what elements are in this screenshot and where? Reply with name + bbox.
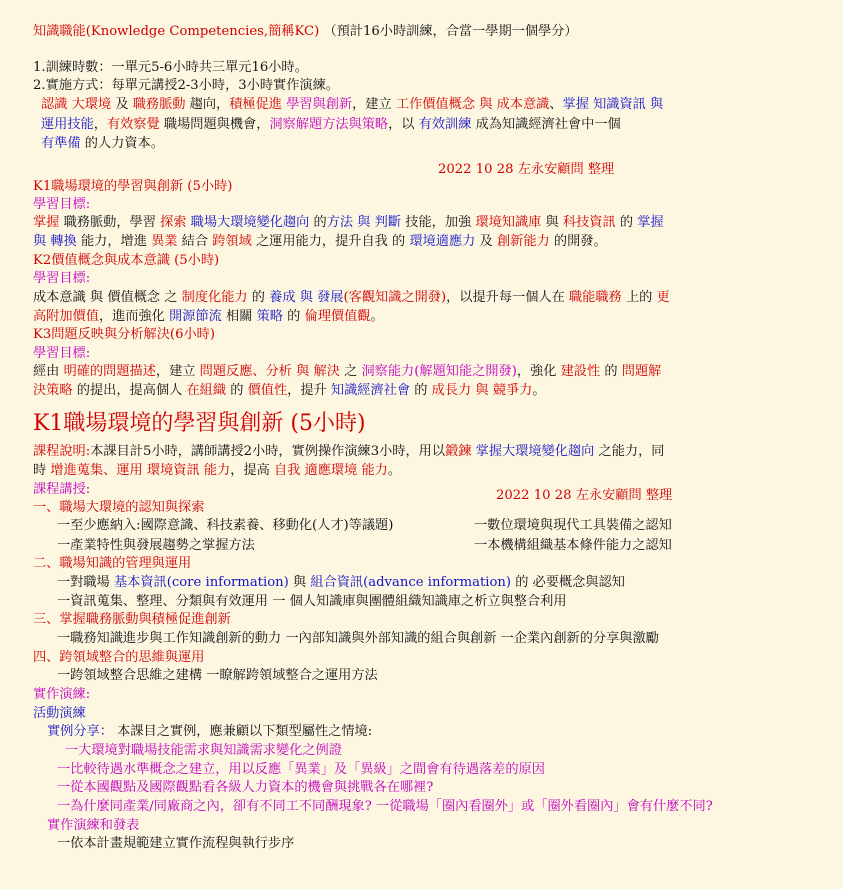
text-segment: 的人力資本。 xyxy=(80,136,164,151)
text-segment: 的 xyxy=(282,309,305,324)
case-intro xyxy=(47,723,372,741)
text-segment: 掌握 xyxy=(33,215,60,230)
text-segment: 經由 xyxy=(33,364,64,379)
text-segment: 實例分享： xyxy=(47,724,113,739)
text-segment: 的 xyxy=(410,383,432,398)
text-segment: 開源節流 xyxy=(169,309,222,324)
topic-4-row-1 xyxy=(57,667,378,685)
text-segment: ，進而強化 xyxy=(98,309,170,324)
text-segment: 與 xyxy=(288,575,311,590)
text-segment: 本課目計5小時，講師講授2小時，實例操作演練3小時，用以 xyxy=(90,444,446,459)
course-label: 課程講授: xyxy=(33,482,91,497)
present-label: 實作演練和發表 xyxy=(47,818,140,833)
intro-line-2 xyxy=(41,116,621,134)
text-segment: 增進蒐集、運用 環境資訊 能力 xyxy=(50,463,231,478)
text-segment: 與 轉換 xyxy=(33,234,77,249)
text-segment: 課程說明: xyxy=(33,444,91,459)
text-segment: 能力，增進 xyxy=(76,234,152,249)
text-segment: 一跨領域整合思維之建構 一瞭解跨領域整合之運用方法 xyxy=(57,668,378,683)
text-segment: 與 xyxy=(541,215,563,230)
text-segment: 問題解 xyxy=(621,364,662,379)
k2-goal-line-1 xyxy=(33,289,670,307)
text-segment: 、 xyxy=(549,97,563,112)
text-segment: 成本意識 與 價值概念 之 xyxy=(33,290,182,305)
text-segment: 職場問題與機會， xyxy=(159,117,270,132)
text-segment: 組合資訊(advance information) xyxy=(310,575,512,590)
text-segment: 成長力 與 競爭力 xyxy=(431,383,533,398)
topic-3-row-1 xyxy=(57,630,659,648)
text-segment: 的提出，提高個人 xyxy=(72,383,187,398)
text-segment: 建設性 xyxy=(560,364,601,379)
text-segment: 。 xyxy=(370,309,384,324)
text-segment: 一比較待遇水準概念之建立，用以反應「異業」及「異級」之間會有待遇落差的原因 xyxy=(57,762,545,777)
signature-2: 2022 10 28 左永安顧問 整理 xyxy=(496,488,673,503)
k2-heading: K2價值概念與成本意識 (5小時) xyxy=(33,253,220,268)
text-segment: ，以提升每一個人在 xyxy=(446,290,569,305)
text-segment: 在組織 xyxy=(186,383,227,398)
text-segment: 之運用能力，提升自我 的 xyxy=(251,234,410,249)
text-segment: 結合 xyxy=(177,234,213,249)
text-segment: 積極促進 xyxy=(229,97,282,112)
k2-goal-label: 學習目標: xyxy=(33,271,91,286)
kc-note: （預計16小時訓練，合當一學期一個學分） xyxy=(323,24,578,39)
text-segment: 科技資訊 xyxy=(562,215,616,230)
text-segment: 異業 xyxy=(151,234,178,249)
text-segment: ，建立 xyxy=(155,364,200,379)
text-segment: 跨領域 xyxy=(212,234,252,249)
present-item: 一依本計畫規範建立實作流程與執行步序 xyxy=(57,836,295,851)
k1-goal-line-1 xyxy=(33,214,664,232)
text-segment: 掌握 知識資訊 與 xyxy=(562,97,664,112)
text-segment: 環境適應力 xyxy=(409,234,476,249)
text-segment: 技能，加強 xyxy=(401,215,476,230)
text-segment: 有準備 xyxy=(41,136,81,151)
text-segment: 。 xyxy=(387,463,402,478)
text-segment: 及 xyxy=(111,97,133,112)
text-segment: ，建立 xyxy=(352,97,396,112)
text-segment: 鍛鍊 xyxy=(445,444,472,459)
text-segment: 有效訓練 xyxy=(418,117,472,132)
case-item-4 xyxy=(57,798,713,816)
topic-3-title: 三、掌握職務脈動與積極促進創新 xyxy=(33,612,231,627)
text-segment: 運用技能 xyxy=(41,117,94,132)
text-segment: 學習與創新 xyxy=(286,97,353,112)
text-segment: ， xyxy=(93,117,107,132)
text-segment: 的 xyxy=(247,290,270,305)
training-hours: 1.訓練時數：一單元5-6小時共三單元16小時。 xyxy=(33,60,308,75)
text-segment: 倫理價值觀 xyxy=(304,309,371,324)
text-segment: 的 xyxy=(615,215,638,230)
k3-goal-line-2 xyxy=(33,382,546,400)
topic-2-row-1 xyxy=(57,574,625,592)
text-segment: 之能力，同 xyxy=(594,444,665,459)
text-segment: 明確的問題描述 xyxy=(63,364,156,379)
text-segment: 知識經濟社會 xyxy=(330,383,411,398)
text-segment: 及 xyxy=(475,234,497,249)
topic-1-row-1 xyxy=(57,517,393,535)
k3-heading: K3問題反映與分析解決(6小時) xyxy=(33,327,215,342)
topic-1-row-2 xyxy=(57,537,255,555)
text-segment: 之 xyxy=(339,364,362,379)
text-segment: 方法 與 判斷 xyxy=(326,215,402,230)
text-segment: 洞察解題方法與策略 xyxy=(269,117,389,132)
text-segment: 高附加價值 xyxy=(33,309,99,324)
text-segment: 掌握 xyxy=(637,215,664,230)
text-segment: 職務脈動，學習 xyxy=(59,215,161,230)
course-desc-line-1 xyxy=(33,443,664,461)
text-segment: 的 xyxy=(309,215,327,230)
text-segment: 環境知識庫 xyxy=(475,215,542,230)
text-segment: ，以 xyxy=(388,117,419,132)
text-segment: ，強化 xyxy=(516,364,561,379)
text-segment: 一對職場 xyxy=(57,575,114,590)
k3-goal-label: 學習目標: xyxy=(33,346,91,361)
text-segment: (客觀知識之開發) xyxy=(343,290,447,305)
k1-goal-label: 學習目標: xyxy=(33,197,91,212)
text-segment: 本課目之實例，應兼顧以下類型屬性之情境: xyxy=(112,724,373,739)
case-item-2 xyxy=(57,761,545,779)
text-segment: 洞察能力(解題知能之開發) xyxy=(361,364,517,379)
case-item-1 xyxy=(65,742,342,760)
text-segment: 有效察覺 xyxy=(106,117,160,132)
text-segment: 決策略 xyxy=(33,383,73,398)
text-segment: 創新能力 xyxy=(496,234,550,249)
practice-label: 實作演練: xyxy=(33,687,91,702)
text-segment: 的 必要概念與認知 xyxy=(511,575,625,590)
text-segment: 相關 xyxy=(221,309,257,324)
k1-heading: K1職場環境的學習與創新 (5小時) xyxy=(33,179,233,194)
text-segment: 價值性 xyxy=(247,383,288,398)
text-segment: 職能職務 xyxy=(569,290,622,305)
text-segment: 一產業特性與發展趨勢之掌握方法 xyxy=(57,538,255,553)
intro-line-1 xyxy=(41,96,663,114)
text-segment: 成為知識經濟社會中一個 xyxy=(471,117,621,132)
topic-1-title: 一、職場大環境的認知與探索 xyxy=(33,500,205,515)
text-segment: 職務脈動 xyxy=(132,97,186,112)
text-segment: 問題反應、分析 與 解決 xyxy=(199,364,340,379)
signature-1: 2022 10 28 左永安顧問 整理 xyxy=(438,162,615,177)
activity-label: 活動演練 xyxy=(33,706,86,721)
k3-goal-line-1 xyxy=(33,363,661,381)
course-desc-line-2 xyxy=(33,462,401,480)
text-segment: 的 xyxy=(226,383,248,398)
text-segment: 一至少應納入:國際意識、科技素養、移動化(人才)等議題) xyxy=(57,518,394,533)
case-item-3 xyxy=(57,779,433,797)
implementation-method: 2.實施方式：每單元講授2-3小時，3小時實作演練。 xyxy=(33,78,339,93)
topic-2-title: 二、職場知識的管理與運用 xyxy=(33,556,192,571)
kc-title: 知識職能(Knowledge Competencies,簡稱KC) xyxy=(33,24,320,39)
topic-4-title: 四、跨領域整合的思維與運用 xyxy=(33,650,205,665)
text-segment: 更 xyxy=(656,290,670,305)
text-segment: 時 xyxy=(33,463,51,478)
text-segment: 工作價值概念 與 成本意識 xyxy=(395,97,550,112)
kc-title-line xyxy=(33,23,578,41)
text-segment: 自我 適應環境 能力 xyxy=(273,463,388,478)
text-segment: 。 xyxy=(532,383,546,398)
section-title: K1職場環境的學習與創新 (5小時) xyxy=(33,411,366,436)
text-segment: 上的 xyxy=(621,290,657,305)
text-segment: ，提高 xyxy=(230,463,274,478)
text-segment: ，提升 xyxy=(287,383,331,398)
text-segment: 一資訊蒐集、整理、分類與有效運用 一 個人知識庫與團體組織知識庫之析立與整合利用 xyxy=(57,594,567,609)
text-segment: 策略 xyxy=(256,309,283,324)
text-segment: 基本資訊(core information) xyxy=(113,575,289,590)
text-segment: 認識 xyxy=(41,97,68,112)
text-segment: 一職務知識進步與工作知識創新的動力 一內部知識與外部知識的組合與創新 一企業內創新的分享與激勵 xyxy=(57,631,659,646)
text-segment: 掌握大環境變化趨向 xyxy=(475,444,595,459)
text-segment: 制度化能力 xyxy=(181,290,248,305)
topic-1-right-2: 一本機構組織基本條件能力之認知 xyxy=(474,538,672,553)
text-segment: 探索 xyxy=(160,215,187,230)
text-segment: 養成 與 發展 xyxy=(269,290,344,305)
text-segment: 大環境 xyxy=(71,97,112,112)
text-segment: 的開發。 xyxy=(549,234,607,249)
text-segment: 一為什麼同產業/同廠商之內，卻有不同工不同酬現象? 一從職場「圈內看圈外」或「圈外看圈內」會有什麼不同? xyxy=(57,799,713,814)
text-segment: 趨向， xyxy=(185,97,230,112)
intro-line-3 xyxy=(41,135,164,153)
text-segment: 一從本國觀點及國際觀點看各級人力資本的機會與挑戰各在哪裡? xyxy=(57,780,434,795)
k2-goal-line-2 xyxy=(33,308,384,326)
k1-goal-line-2 xyxy=(33,233,607,251)
topic-1-right-1: 一數位環境與現代工具裝備之認知 xyxy=(474,518,672,533)
text-segment: 一大環境對職場技能需求與知識需求變化之例證 xyxy=(65,743,342,758)
text-segment: 職場大環境變化趨向 xyxy=(190,215,310,230)
topic-2-row-2 xyxy=(57,593,567,611)
text-segment: 的 xyxy=(600,364,622,379)
